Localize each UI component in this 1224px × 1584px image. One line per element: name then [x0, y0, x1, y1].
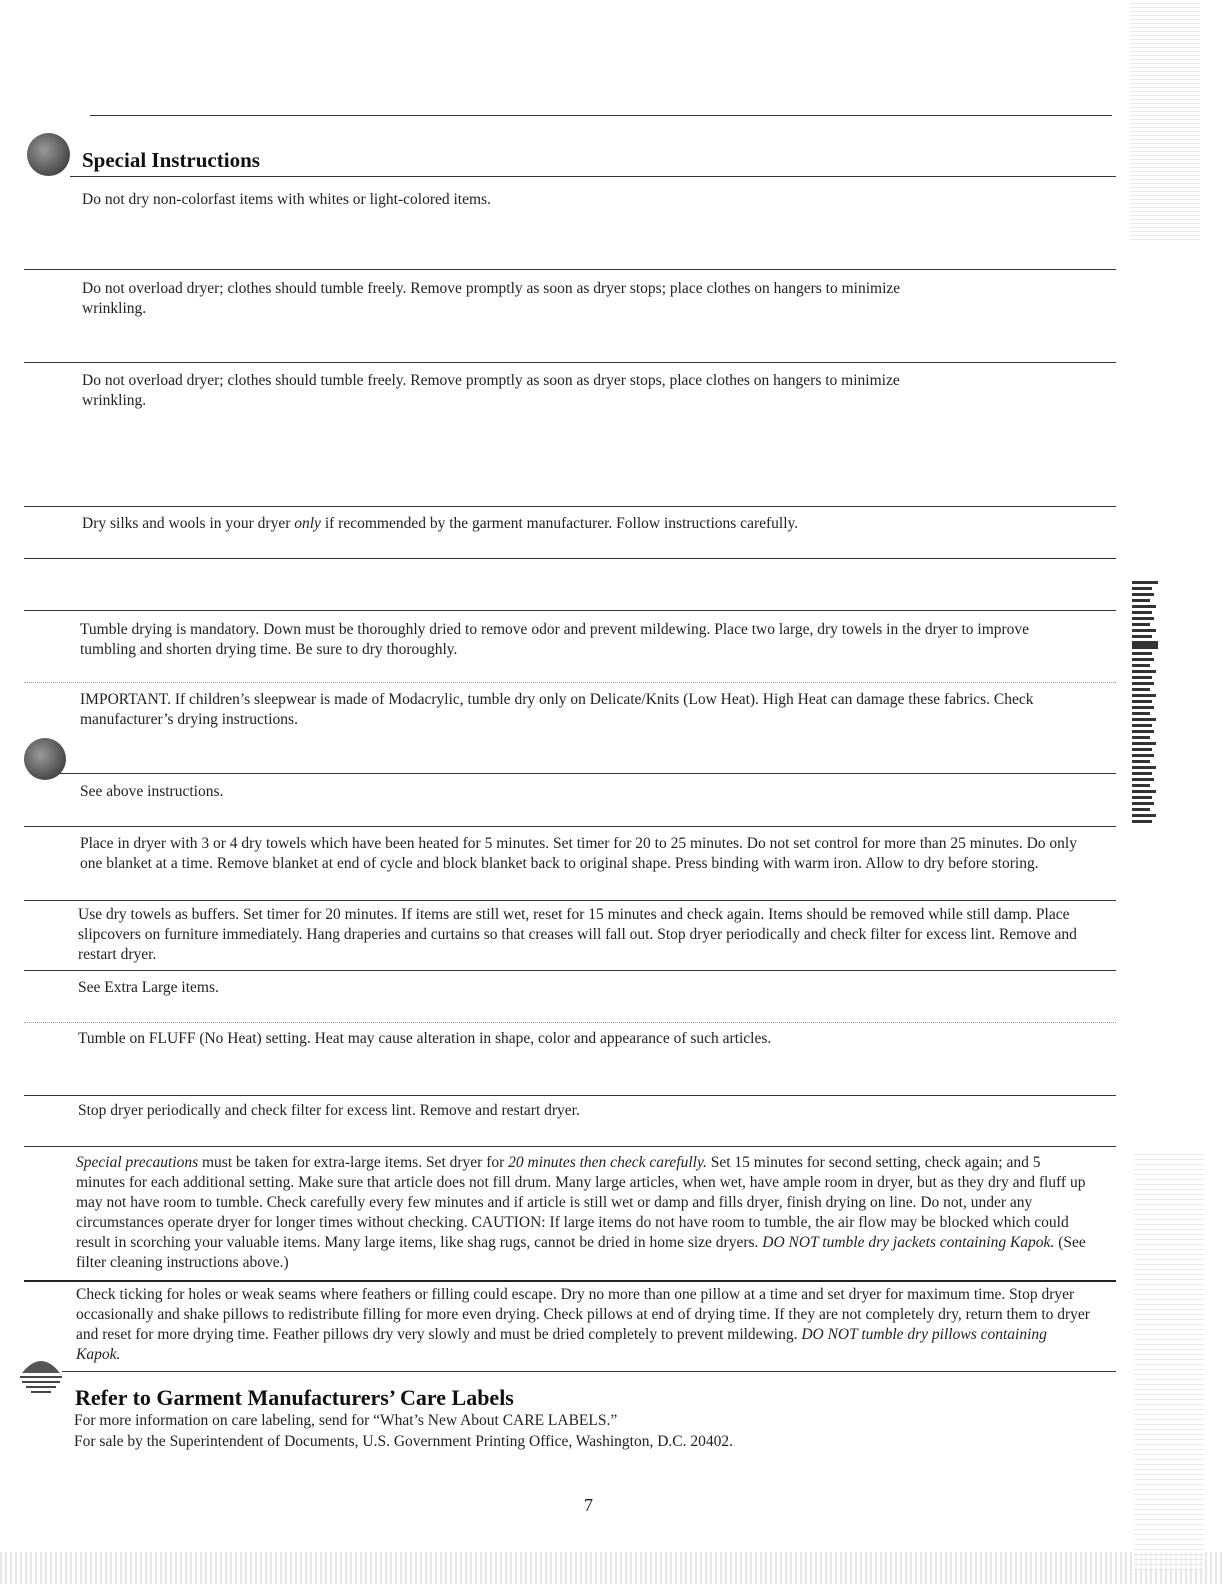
instruction-text: See Extra Large items. — [78, 979, 219, 996]
instruction-text: See above instructions. — [80, 783, 224, 800]
instruction-text: Do not overload dryer; clothes should tumble freely. Remove promptly as soon as dryer stops; place clothes on hangers to minimize wrinkling. — [82, 280, 901, 317]
instruction-text-part: if recommended by the garment manufacturer. Follow instructions carefully. — [320, 515, 799, 532]
row-divider — [24, 970, 1116, 971]
instruction-emphasis: DO NOT tumble dry pillows containing Kapok. — [76, 1326, 1047, 1363]
instruction-emphasis: DO NOT tumble dry jackets containing Kapok. — [762, 1234, 1055, 1251]
footer-line: For more information on care labeling, send for “What’s New About CARE LABELS.” — [74, 1412, 618, 1429]
scan-noise-right-top — [1130, 0, 1200, 240]
wave-emblem-icon — [18, 1355, 64, 1399]
instruction-emphasis: 20 minutes then check carefully. — [508, 1154, 707, 1171]
scan-noise-right-bottom — [1134, 1150, 1204, 1570]
row-divider — [24, 1146, 1116, 1147]
footer-title: Refer to Garment Manufacturers’ Care Labels — [75, 1385, 514, 1410]
instruction-emphasis: only — [294, 515, 321, 532]
row-divider — [24, 506, 1116, 507]
row-divider — [24, 682, 1116, 683]
row-divider — [24, 826, 1116, 827]
instruction-text: Do not overload dryer; clothes should tumble freely. Remove promptly as soon as dryer stops, place clothes on hangers to minimize wrinkling. — [82, 372, 900, 409]
instruction-text: Place in dryer with 3 or 4 dry towels which have been heated for 5 minutes. Set timer for 20 to 25 minutes. Do not set control for more than 25 minutes. Do only one blanket at a time. Remove blanket at end of cycle and block blanket back to original shape. Press binding with warm iron. Allow to dry before storing. — [80, 835, 1077, 872]
row-divider — [24, 610, 1116, 611]
row-divider — [60, 773, 1116, 774]
instruction-text: Tumble on FLUFF (No Heat) setting. Heat may cause alteration in shape, color and appearance of such articles. — [78, 1030, 772, 1047]
section-rule — [70, 176, 1116, 177]
instruction-text — [76, 1285, 1091, 1365]
instruction-emphasis: Special precautions — [76, 1154, 199, 1171]
instruction-text-part: Set 15 minutes for second setting, check again; and 5 minutes for each additional setting. Make sure that article does not fill drum. Many large articles, when wet, have ample room in dryer, but as they dry and fluff up may not have room to tumble. Check carefully every few minutes and if article is still wet or damp and fills dryer, finish drying on line. Do not, under any circumstances operate dryer for longer times without checking. CAUTION: If large items do not have room to tumble, the air flow may be blocked which could result in scorching your valuable items. Many large items, like shag rugs, cannot be dried in home size dryers. — [76, 1154, 1086, 1251]
footer-line: For sale by the Superintendent of Documents, U.S. Government Printing Office, Washington, D.C. 20402. — [74, 1433, 733, 1450]
instruction-text — [76, 1153, 1086, 1273]
top-rule — [90, 115, 1112, 116]
footer-rule — [62, 1371, 1116, 1372]
edge-index-marks — [1132, 578, 1202, 826]
row-divider — [24, 558, 1116, 559]
instruction-text: Stop dryer periodically and check filter for excess lint. Remove and restart dryer. — [78, 1102, 580, 1119]
instruction-text-part: Check ticking for holes or weak seams where feathers or filling could escape. Dry no more than one pillow at a time and set dryer for maximum time. Stop dryer occasionally and shake pillows to redistribute filling for more even drying. Check pillows at end of drying time. If they are not completely dry, return them to dryer and reset for more drying time. Feather pillows dry very slowly and must be dried completely to prevent mildewing. — [76, 1286, 1090, 1343]
scan-noise-bottom — [0, 1552, 1224, 1584]
row-divider — [24, 269, 1116, 270]
row-divider — [24, 1095, 1116, 1096]
round-bullet-icon — [27, 133, 70, 176]
row-divider — [24, 362, 1116, 363]
instruction-text: Use dry towels as buffers. Set timer for 20 minutes. If items are still wet, reset for 15 minutes and check again. Items should be removed while still damp. Place slipcovers on furniture immediately. Hang draperies and curtains so that creases will fall out. Stop dryer periodically and check filter for excess lint. Remove and restart dryer. — [78, 906, 1077, 963]
row-divider — [24, 900, 1116, 901]
row-divider — [24, 1022, 1116, 1023]
instruction-text — [82, 514, 1102, 534]
row-divider — [24, 1280, 1116, 1282]
instruction-text-part: must be taken for extra-large items. Set dryer for — [198, 1154, 509, 1171]
page-number: 7 — [584, 1495, 593, 1515]
instruction-text-part: Dry silks and wools in your dryer — [82, 515, 295, 532]
instruction-text: Do not dry non-colorfast items with whites or light-colored items. — [82, 191, 491, 208]
instruction-text: Tumble drying is mandatory. Down must be thoroughly dried to remove odor and prevent mildewing. Place two large, dry towels in the dryer to improve tumbling and shorten drying time. Be sure to dry thoroughly. — [80, 621, 1030, 658]
section-title: Special Instructions — [82, 148, 260, 172]
instruction-text-part: (See filter cleaning instructions above.) — [76, 1234, 1086, 1271]
instruction-text: IMPORTANT. If children’s sleepwear is made of Modacrylic, tumble dry only on Delicate/Knits (Low Heat). High Heat can damage these fabrics. Check manufacturer’s drying instructions. — [80, 691, 1034, 728]
